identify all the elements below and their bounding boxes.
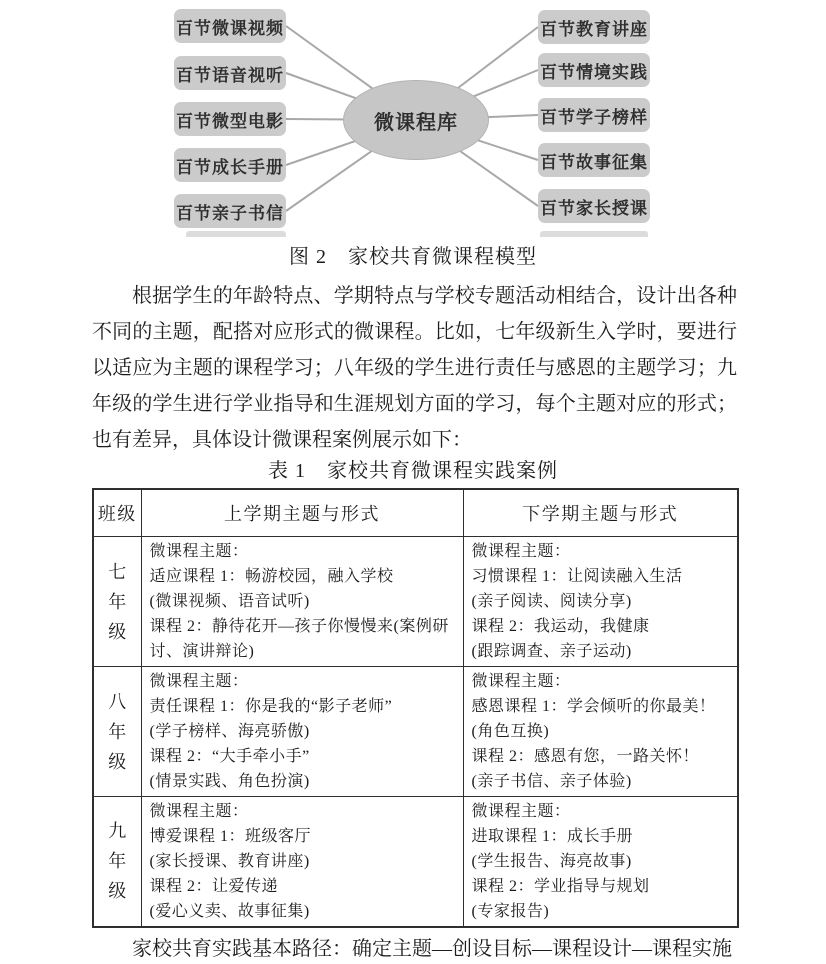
table-cell-line: 微课程主题： <box>149 673 249 690</box>
grade-label: 七年级 <box>108 561 127 642</box>
table-cell-line: (亲子书信、亲子体验) <box>471 773 632 790</box>
table-row <box>93 537 738 667</box>
semester1-cell <box>141 537 463 667</box>
table-cell-line: (跟踪调查、亲子运动) <box>471 643 632 660</box>
table-cell-line: 课程 2：“大手牵小手” <box>149 748 310 765</box>
practice-case-table <box>92 488 739 928</box>
grade-label: 八年级 <box>108 691 127 772</box>
table-cell-line: 责任课程 1：你是我的“影子老师” <box>149 698 393 715</box>
table-row <box>93 667 738 797</box>
table-header-row <box>93 489 738 537</box>
figure-caption: 图 2 家校共育微课程模型 <box>289 246 537 268</box>
table-cell-line: 进取课程 1：成长手册 <box>471 827 634 845</box>
figure-crop-artifact-right <box>540 231 648 237</box>
table-cell-line: 课程 2：学业指导与规划 <box>471 877 650 895</box>
footer-path-line: 家校共育实践基本路径：确定主题—创设目标—课程设计—课程实施 <box>132 937 732 960</box>
table-cell-line: 课程 2：静待花开—孩子你慢慢来(案例研讨、演讲辩论) <box>149 618 449 660</box>
table-cell-line: 课程 2：我运动，我健康 <box>471 618 650 635</box>
table-cell-line: (爱心义卖、故事征集) <box>149 902 310 920</box>
figure-node-right-4: 百节家长授课 <box>538 189 650 223</box>
figure-node-left-3: 百节成长手册 <box>174 148 286 182</box>
grade-label: 九年级 <box>108 821 127 902</box>
figure-node-right-2: 百节学子榜样 <box>538 98 650 132</box>
table-cell-line: (情景实践、角色扮演) <box>149 773 310 790</box>
table-body <box>93 537 738 927</box>
table-cell-line: 微课程主题： <box>471 802 571 820</box>
semester1-cell <box>141 797 463 927</box>
table-cell-line: (学生报告、海亮故事) <box>471 852 632 870</box>
table-cell-line: 微课程主题： <box>471 673 571 690</box>
table-cell-line: (角色互换) <box>471 723 550 740</box>
grade-cell <box>93 537 141 667</box>
table-cell-line: 课程 2：让爱传递 <box>149 877 279 895</box>
table-cell-line: (家长授课、教育讲座) <box>149 852 310 870</box>
figure-crop-artifact-left <box>186 231 286 237</box>
figure-node-left-1: 百节语音视听 <box>174 56 286 90</box>
table-cell-line: (亲子阅读、阅读分享) <box>471 593 632 610</box>
grade-cell <box>93 667 141 797</box>
table-cell-line: 课程 2：感恩有您，一路关怀！ <box>471 748 700 765</box>
grade-cell <box>93 797 141 927</box>
figure-node-left-2: 百节微型电影 <box>174 102 286 136</box>
table-cell-line: (学子榜样、海亮骄傲) <box>149 723 310 740</box>
table-cell-line: 适应课程 1：畅游校园，融入学校 <box>149 568 394 585</box>
figure-node-right-0: 百节教育讲座 <box>538 10 650 44</box>
table-cell-line: 微课程主题： <box>471 543 571 560</box>
header-class: 班级 <box>93 489 141 537</box>
header-semester2: 下学期主题与形式 <box>463 489 738 537</box>
table-cell-line: 微课程主题： <box>149 543 249 560</box>
table-cell-line: (专家报告) <box>471 902 550 920</box>
semester1-cell <box>141 667 463 797</box>
figure-node-right-3: 百节故事征集 <box>538 143 650 177</box>
figure-center-node: 微课程库 <box>343 80 489 160</box>
table-cell-line: 博爱课程 1：班级客厅 <box>149 827 312 845</box>
table-cell-line: 微课程主题： <box>149 802 249 820</box>
semester2-cell <box>463 537 738 667</box>
body-paragraph: 根据学生的年龄特点、学期特点与学校专题活动相结合，设计出各种不同的主题，配搭对应形式的微课程。比如，七年级新生入学时，要进行以适应为主题的课程学习；八年级的学生进行责任与感恩的主题学习；九年级的学生进行学业指导和生涯规划方面的学习，每个主题对应的形式；也有差异，具体设计微课程案例展示如下： <box>92 285 737 451</box>
header-semester1: 上学期主题与形式 <box>141 489 463 537</box>
figure-node-left-0: 百节微课视频 <box>174 9 286 43</box>
figure-node-left-4: 百节亲子书信 <box>174 194 286 228</box>
figure-diagram <box>0 0 826 238</box>
semester2-cell <box>463 797 738 927</box>
table-cell-line: (微课视频、语音试听) <box>149 593 310 610</box>
table-cell-line: 习惯课程 1：让阅读融入生活 <box>471 568 683 585</box>
table-caption: 表 1 家校共育微课程实践案例 <box>268 460 558 482</box>
table-cell-line: 感恩课程 1：学会倾听的你最美！ <box>471 698 716 715</box>
semester2-cell <box>463 667 738 797</box>
figure-node-right-1: 百节情境实践 <box>538 53 650 87</box>
table-row <box>93 797 738 927</box>
